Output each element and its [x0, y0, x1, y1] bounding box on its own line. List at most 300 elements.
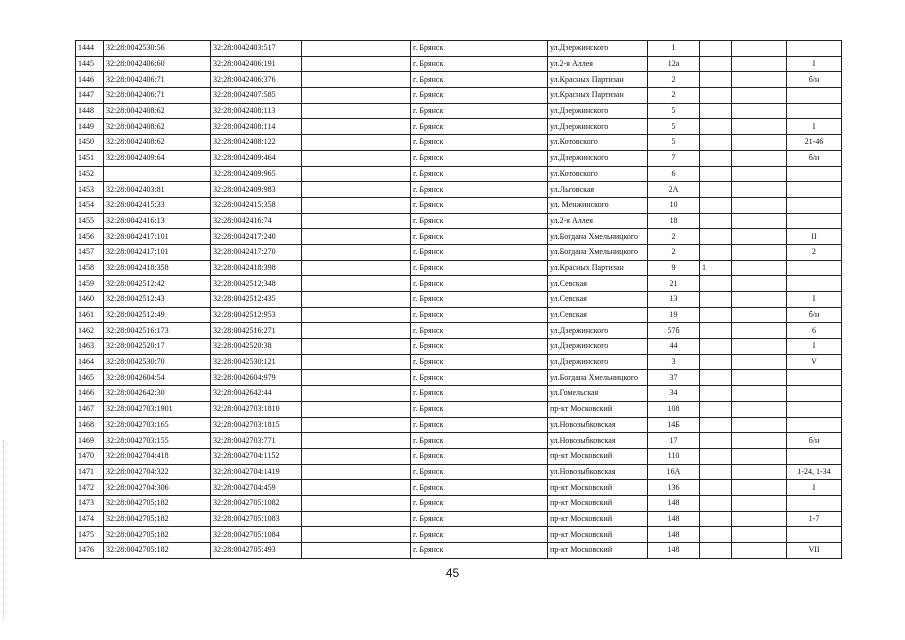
building-cell	[700, 229, 732, 245]
premises-cell	[787, 448, 842, 464]
building-cell	[700, 495, 732, 511]
row-number-cell: 1449	[76, 119, 104, 135]
extra-cell	[732, 56, 787, 72]
building-cell	[700, 401, 732, 417]
extra-cell	[732, 88, 787, 104]
city-cell: г. Брянск	[411, 370, 548, 386]
premises-cell: I	[787, 480, 842, 496]
city-cell: г. Брянск	[411, 88, 548, 104]
extra-cell	[732, 229, 787, 245]
house-number-cell: 34	[648, 386, 700, 402]
building-cadastral-number-cell: 32:28:0042409:983	[211, 182, 302, 198]
table-row	[76, 103, 842, 119]
house-number-cell: 6	[648, 166, 700, 182]
city-cell: г. Брянск	[411, 41, 548, 57]
building-cell	[700, 135, 732, 151]
table-row	[76, 480, 842, 496]
row-number-cell: 1463	[76, 339, 104, 355]
extra-cell	[732, 339, 787, 355]
row-number-cell: 1453	[76, 182, 104, 198]
table-row	[76, 354, 842, 370]
building-cell	[700, 276, 732, 292]
row-number-cell: 1469	[76, 433, 104, 449]
building-cell	[700, 41, 732, 57]
empty-cell	[302, 480, 411, 496]
building-cadastral-number-cell: 32:28:0042704:459	[211, 480, 302, 496]
building-cadastral-number-cell: 32:28:0042642:44	[211, 386, 302, 402]
city-cell: г. Брянск	[411, 229, 548, 245]
house-number-cell: 7	[648, 150, 700, 166]
house-number-cell: 16А	[648, 464, 700, 480]
empty-cell	[302, 307, 411, 323]
building-cadastral-number-cell: 32:28:0042705:493	[211, 543, 302, 559]
building-cell	[700, 103, 732, 119]
city-cell: г. Брянск	[411, 511, 548, 527]
empty-cell	[302, 41, 411, 57]
row-number-cell: 1465	[76, 370, 104, 386]
premises-cell: 21-46	[787, 135, 842, 151]
table-row	[76, 119, 842, 135]
extra-cell	[732, 150, 787, 166]
house-number-cell: 5	[648, 135, 700, 151]
table-row	[76, 166, 842, 182]
building-cell	[700, 244, 732, 260]
building-cell	[700, 323, 732, 339]
premises-cell	[787, 166, 842, 182]
city-cell: г. Брянск	[411, 433, 548, 449]
premises-cell: б/н	[787, 433, 842, 449]
city-cell: г. Брянск	[411, 182, 548, 198]
house-number-cell: 9	[648, 260, 700, 276]
extra-cell	[732, 103, 787, 119]
empty-cell	[302, 495, 411, 511]
row-number-cell: 1473	[76, 495, 104, 511]
empty-cell	[302, 339, 411, 355]
premises-cell: VII	[787, 543, 842, 559]
house-number-cell: 57б	[648, 323, 700, 339]
row-number-cell: 1452	[76, 166, 104, 182]
building-cell	[700, 543, 732, 559]
empty-cell	[302, 260, 411, 276]
house-number-cell: 2А	[648, 182, 700, 198]
empty-cell	[302, 401, 411, 417]
city-cell: г. Брянск	[411, 401, 548, 417]
empty-cell	[302, 276, 411, 292]
street-cell: ул.Гомельская	[548, 386, 648, 402]
row-number-cell: 1445	[76, 56, 104, 72]
street-cell: ул.Севская	[548, 276, 648, 292]
extra-cell	[732, 135, 787, 151]
empty-cell	[302, 197, 411, 213]
empty-cell	[302, 166, 411, 182]
building-cell	[700, 88, 732, 104]
empty-cell	[302, 56, 411, 72]
premises-cell	[787, 527, 842, 543]
cadastral-number-cell: 32:28:0042512:43	[104, 292, 211, 308]
row-number-cell: 1447	[76, 88, 104, 104]
street-cell: пр-кт Московский	[548, 401, 648, 417]
extra-cell	[732, 370, 787, 386]
cadastral-number-cell: 32:28:0042704:418	[104, 448, 211, 464]
table-row	[76, 276, 842, 292]
premises-cell	[787, 386, 842, 402]
city-cell: г. Брянск	[411, 480, 548, 496]
street-cell: ул.Дзержинского	[548, 354, 648, 370]
cadastral-number-cell: 32:28:0042705:182	[104, 543, 211, 559]
cadastral-number-cell: 32:28:0042417:101	[104, 229, 211, 245]
street-cell: пр-кт Московский	[548, 495, 648, 511]
building-cadastral-number-cell: 32:28:0042704:1152	[211, 448, 302, 464]
cadastral-number-cell: 32:28:0042408:62	[104, 103, 211, 119]
cadastral-number-cell	[104, 166, 211, 182]
table-row	[76, 135, 842, 151]
house-number-cell: 37	[648, 370, 700, 386]
street-cell: ул.Красных Партизан	[548, 260, 648, 276]
building-cadastral-number-cell: 32:28:0042703:1815	[211, 417, 302, 433]
building-cell	[700, 119, 732, 135]
house-number-cell: 12а	[648, 56, 700, 72]
building-cadastral-number-cell: 32:28:0042604:979	[211, 370, 302, 386]
premises-cell: б/н	[787, 307, 842, 323]
table-row	[76, 433, 842, 449]
empty-cell	[302, 72, 411, 88]
table-row	[76, 401, 842, 417]
premises-cell: I	[787, 339, 842, 355]
empty-cell	[302, 229, 411, 245]
house-number-cell: 10	[648, 197, 700, 213]
house-number-cell: 5	[648, 119, 700, 135]
building-cell	[700, 480, 732, 496]
table-row	[76, 464, 842, 480]
city-cell: г. Брянск	[411, 166, 548, 182]
row-number-cell: 1458	[76, 260, 104, 276]
street-cell: ул.Котовского	[548, 135, 648, 151]
table-row	[76, 150, 842, 166]
cadastral-number-cell: 32:28:0042530:70	[104, 354, 211, 370]
street-cell: ул.2-я Аллея	[548, 56, 648, 72]
cadastral-number-cell: 32:28:0042705:182	[104, 527, 211, 543]
extra-cell	[732, 307, 787, 323]
building-cell	[700, 213, 732, 229]
row-number-cell: 1451	[76, 150, 104, 166]
extra-cell	[732, 464, 787, 480]
building-cadastral-number-cell: 32:28:0042530:121	[211, 354, 302, 370]
building-cell	[700, 150, 732, 166]
premises-cell	[787, 103, 842, 119]
city-cell: г. Брянск	[411, 150, 548, 166]
table-row	[76, 56, 842, 72]
premises-cell	[787, 197, 842, 213]
table-row	[76, 41, 842, 57]
premises-cell	[787, 213, 842, 229]
city-cell: г. Брянск	[411, 464, 548, 480]
city-cell: г. Брянск	[411, 323, 548, 339]
building-cell	[700, 386, 732, 402]
street-cell: ул. Менжинского	[548, 197, 648, 213]
extra-cell	[732, 433, 787, 449]
row-number-cell: 1459	[76, 276, 104, 292]
cadastral-number-cell: 32:28:0042703:1901	[104, 401, 211, 417]
empty-cell	[302, 135, 411, 151]
building-cell	[700, 166, 732, 182]
extra-cell	[732, 72, 787, 88]
empty-cell	[302, 527, 411, 543]
cadastral-number-cell: 32:28:0042704:306	[104, 480, 211, 496]
house-number-cell: 17	[648, 433, 700, 449]
street-cell: ул.Богдана Хмельницкого	[548, 244, 648, 260]
premises-cell: I	[787, 119, 842, 135]
cadastral-number-cell: 32:28:0042516:173	[104, 323, 211, 339]
table-row	[76, 260, 842, 276]
city-cell: г. Брянск	[411, 260, 548, 276]
extra-cell	[732, 41, 787, 57]
cadastral-number-cell: 32:28:0042409:64	[104, 150, 211, 166]
building-cadastral-number-cell: 32:28:0042418:398	[211, 260, 302, 276]
building-cell	[700, 511, 732, 527]
cadastral-number-cell: 32:28:0042604:54	[104, 370, 211, 386]
cadastral-number-cell: 32:28:0042406:71	[104, 72, 211, 88]
street-cell: ул.Севская	[548, 292, 648, 308]
building-cadastral-number-cell: 32:28:0042703:1810	[211, 401, 302, 417]
city-cell: г. Брянск	[411, 417, 548, 433]
city-cell: г. Брянск	[411, 244, 548, 260]
house-number-cell: 18	[648, 213, 700, 229]
house-number-cell: 13	[648, 292, 700, 308]
premises-cell: 2	[787, 244, 842, 260]
table-row	[76, 386, 842, 402]
premises-cell: V	[787, 354, 842, 370]
city-cell: г. Брянск	[411, 354, 548, 370]
table-row	[76, 495, 842, 511]
empty-cell	[302, 244, 411, 260]
table-row	[76, 307, 842, 323]
row-number-cell: 1466	[76, 386, 104, 402]
empty-cell	[302, 543, 411, 559]
building-cadastral-number-cell: 32:28:0042705:1083	[211, 511, 302, 527]
premises-cell	[787, 41, 842, 57]
street-cell: ул.Богдана Хмельницкого	[548, 370, 648, 386]
building-cadastral-number-cell: 32:28:0042512:435	[211, 292, 302, 308]
house-number-cell: 44	[648, 339, 700, 355]
street-cell: ул.Красных Партизан	[548, 72, 648, 88]
extra-cell	[732, 417, 787, 433]
table-row	[76, 292, 842, 308]
street-cell: ул.Новозыбковская	[548, 464, 648, 480]
city-cell: г. Брянск	[411, 292, 548, 308]
building-cadastral-number-cell: 32:28:0042409:464	[211, 150, 302, 166]
building-cell	[700, 182, 732, 198]
extra-cell	[732, 480, 787, 496]
table-row	[76, 197, 842, 213]
street-cell: ул.Севская	[548, 307, 648, 323]
house-number-cell: 1	[648, 41, 700, 57]
street-cell: ул.Дзержинского	[548, 119, 648, 135]
scan-edge-mark	[3, 440, 5, 620]
cadastral-number-cell: 32:28:0042520:17	[104, 339, 211, 355]
house-number-cell: 2	[648, 72, 700, 88]
row-number-cell: 1460	[76, 292, 104, 308]
table-row	[76, 72, 842, 88]
building-cadastral-number-cell: 32:28:0042406:376	[211, 72, 302, 88]
premises-cell: I	[787, 56, 842, 72]
building-cadastral-number-cell: 32:28:0042704:1419	[211, 464, 302, 480]
cadastral-number-cell: 32:28:0042408:62	[104, 119, 211, 135]
row-number-cell: 1470	[76, 448, 104, 464]
cadastral-number-cell: 32:28:0042512:42	[104, 276, 211, 292]
house-number-cell: 19	[648, 307, 700, 323]
building-cell	[700, 72, 732, 88]
empty-cell	[302, 182, 411, 198]
premises-cell	[787, 495, 842, 511]
row-number-cell: 1461	[76, 307, 104, 323]
row-number-cell: 1446	[76, 72, 104, 88]
premises-cell	[787, 260, 842, 276]
extra-cell	[732, 260, 787, 276]
empty-cell	[302, 119, 411, 135]
premises-cell: I	[787, 292, 842, 308]
table-row	[76, 543, 842, 559]
empty-cell	[302, 464, 411, 480]
row-number-cell: 1462	[76, 323, 104, 339]
premises-cell: 6	[787, 323, 842, 339]
cadastral-number-cell: 32:28:0042642:30	[104, 386, 211, 402]
building-cadastral-number-cell: 32:28:0042417:270	[211, 244, 302, 260]
house-number-cell: 2	[648, 88, 700, 104]
street-cell: ул.Новозыбковская	[548, 417, 648, 433]
city-cell: г. Брянск	[411, 543, 548, 559]
house-number-cell: 14Б	[648, 417, 700, 433]
premises-cell	[787, 182, 842, 198]
street-cell: ул.2-я Аллея	[548, 213, 648, 229]
cadastral-number-cell: 32:28:0042705:182	[104, 511, 211, 527]
table-row	[76, 527, 842, 543]
extra-cell	[732, 386, 787, 402]
row-number-cell: 1476	[76, 543, 104, 559]
empty-cell	[302, 386, 411, 402]
cadastral-number-cell: 32:28:0042530:56	[104, 41, 211, 57]
row-number-cell: 1468	[76, 417, 104, 433]
extra-cell	[732, 213, 787, 229]
row-number-cell: 1448	[76, 103, 104, 119]
extra-cell	[732, 401, 787, 417]
premises-cell	[787, 88, 842, 104]
building-cell	[700, 292, 732, 308]
extra-cell	[732, 527, 787, 543]
house-number-cell: 2	[648, 244, 700, 260]
table-row	[76, 323, 842, 339]
building-cadastral-number-cell: 32:28:0042407:585	[211, 88, 302, 104]
extra-cell	[732, 511, 787, 527]
premises-cell: 1-7	[787, 511, 842, 527]
street-cell: ул.Дзержинского	[548, 41, 648, 57]
table-row	[76, 213, 842, 229]
row-number-cell: 1457	[76, 244, 104, 260]
street-cell: пр-кт Московский	[548, 527, 648, 543]
table-row	[76, 511, 842, 527]
empty-cell	[302, 433, 411, 449]
extra-cell	[732, 166, 787, 182]
house-number-cell: 136	[648, 480, 700, 496]
building-cadastral-number-cell: 32:28:0042408:122	[211, 135, 302, 151]
row-number-cell: 1467	[76, 401, 104, 417]
street-cell: ул.Котовского	[548, 166, 648, 182]
cadastral-number-cell: 32:28:0042704:322	[104, 464, 211, 480]
empty-cell	[302, 150, 411, 166]
city-cell: г. Брянск	[411, 495, 548, 511]
city-cell: г. Брянск	[411, 72, 548, 88]
city-cell: г. Брянск	[411, 135, 548, 151]
extra-cell	[732, 119, 787, 135]
street-cell: пр-кт Московский	[548, 543, 648, 559]
building-cadastral-number-cell: 32:28:0042520:38	[211, 339, 302, 355]
empty-cell	[302, 448, 411, 464]
building-cadastral-number-cell: 32:28:0042408:113	[211, 103, 302, 119]
house-number-cell: 108	[648, 401, 700, 417]
empty-cell	[302, 354, 411, 370]
extra-cell	[732, 495, 787, 511]
row-number-cell: 1472	[76, 480, 104, 496]
empty-cell	[302, 88, 411, 104]
empty-cell	[302, 511, 411, 527]
building-cadastral-number-cell: 32:28:0042403:517	[211, 41, 302, 57]
building-cadastral-number-cell: 32:28:0042408:114	[211, 119, 302, 135]
registry-table	[75, 40, 842, 559]
extra-cell	[732, 197, 787, 213]
street-cell: ул.Дзержинского	[548, 150, 648, 166]
extra-cell	[732, 276, 787, 292]
street-cell: ул.Новозыбковская	[548, 433, 648, 449]
building-cadastral-number-cell: 32:28:0042512:348	[211, 276, 302, 292]
house-number-cell: 148	[648, 527, 700, 543]
city-cell: г. Брянск	[411, 56, 548, 72]
building-cadastral-number-cell: 32:28:0042415:358	[211, 197, 302, 213]
cadastral-number-cell: 32:28:0042403:81	[104, 182, 211, 198]
street-cell: ул.Льговская	[548, 182, 648, 198]
house-number-cell: 21	[648, 276, 700, 292]
building-cell: 1	[700, 260, 732, 276]
building-cadastral-number-cell: 32:28:0042417:240	[211, 229, 302, 245]
building-cadastral-number-cell: 32:28:0042416:74	[211, 213, 302, 229]
cadastral-number-cell: 32:28:0042703:165	[104, 417, 211, 433]
empty-cell	[302, 213, 411, 229]
table-row	[76, 417, 842, 433]
building-cell	[700, 370, 732, 386]
premises-cell	[787, 401, 842, 417]
row-number-cell: 1474	[76, 511, 104, 527]
street-cell: ул.Дзержинского	[548, 103, 648, 119]
premises-cell: б/н	[787, 72, 842, 88]
premises-cell: II	[787, 229, 842, 245]
building-cadastral-number-cell: 32:28:0042705:1084	[211, 527, 302, 543]
building-cadastral-number-cell: 32:28:0042703:771	[211, 433, 302, 449]
building-cadastral-number-cell: 32:28:0042409:965	[211, 166, 302, 182]
cadastral-number-cell: 32:28:0042406:71	[104, 88, 211, 104]
street-cell: пр-кт Московский	[548, 448, 648, 464]
building-cell	[700, 448, 732, 464]
extra-cell	[732, 292, 787, 308]
building-cell	[700, 307, 732, 323]
building-cell	[700, 417, 732, 433]
street-cell: ул.Красных Партизан	[548, 88, 648, 104]
row-number-cell: 1450	[76, 135, 104, 151]
table-row	[76, 182, 842, 198]
building-cell	[700, 464, 732, 480]
city-cell: г. Брянск	[411, 103, 548, 119]
city-cell: г. Брянск	[411, 386, 548, 402]
building-cell	[700, 354, 732, 370]
house-number-cell: 2	[648, 229, 700, 245]
house-number-cell: 148	[648, 543, 700, 559]
